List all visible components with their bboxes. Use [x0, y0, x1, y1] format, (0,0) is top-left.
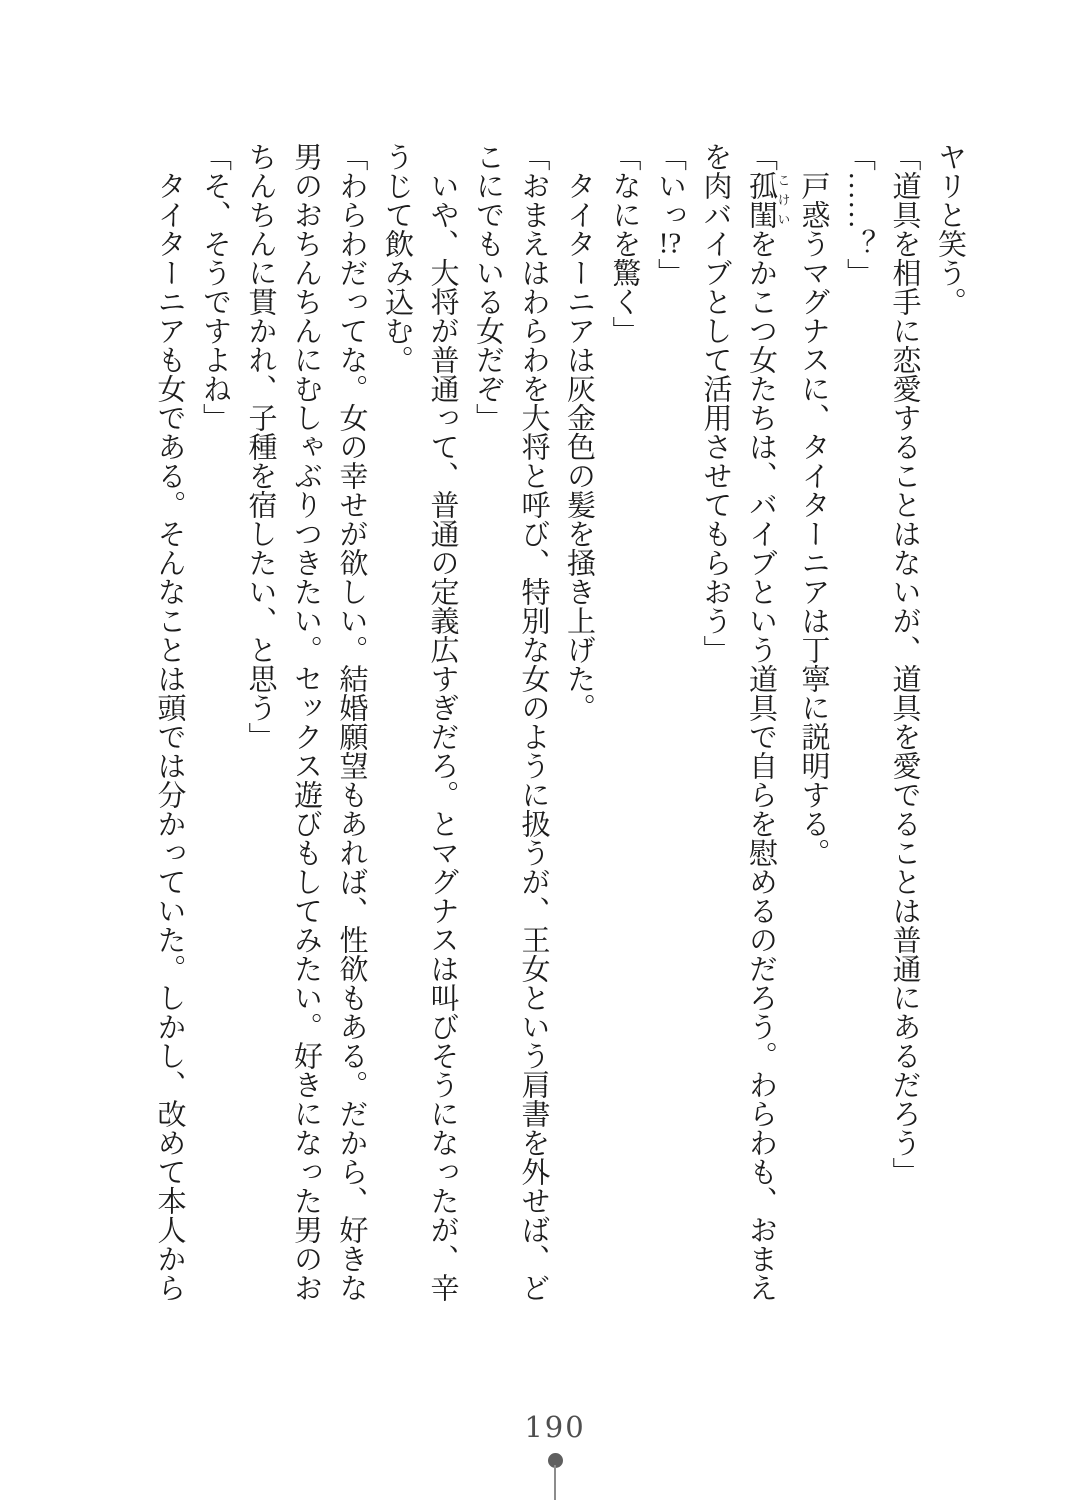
paragraph: 「わらわだってな。女の幸せが欲しい。結婚願望もあれば、性欲もある。だから、好きな男のおちんちんにむしゃぶりつきたい。セックス遊びもしてみたい。好きになった男のおちんちんに貫かれ、子種を宿したい、と思う」: [244, 142, 368, 1302]
paragraph: 「……？」: [843, 142, 875, 287]
paragraph: 「道具を相手に恋愛することはないが、道具を愛でることは普通にあるだろう」: [888, 142, 921, 1186]
paragraph: 「そ、そうですよね」: [199, 142, 231, 432]
paragraph: ヤリと笑う。: [934, 142, 966, 316]
paragraph: 「孤閨こけいをかこつ女たちは、バイブという道具で自らを慰めるのだろう。わらわも、おまえを肉バイブとして活用させてもらおう」: [699, 142, 791, 1302]
paragraph: いや、大将が普通って、普通の定義広すぎだろ。とマグナスは叫びそうになったが、辛うじて飲み込む。: [381, 142, 459, 1302]
paragraph: タイターニアも女である。そんなことは頭では分かっていた。しかし、改めて本人から: [153, 171, 186, 1302]
footer-line-ornament: [554, 1465, 556, 1500]
page-text: [148, 142, 972, 1314]
page-number: 190: [524, 1410, 586, 1444]
ruby-annotated-word: 孤閨こけい: [745, 171, 791, 229]
tate-chu-yoko: !?: [658, 229, 682, 258]
paragraph: 「いっ!?」: [654, 142, 686, 287]
paragraph: 「おまえはわらわを大将と呼び、特別な女のように扱うが、王女という肩書を外せば、どこにでもいる女だぞ」: [472, 142, 550, 1302]
paragraph: タイターニアは灰金色の髪を掻き上げた。: [563, 171, 595, 722]
paragraph: 戸惑うマグナスに、タイターニアは丁寧に説明する。: [797, 171, 830, 867]
paragraph: 「なにを驚く」: [608, 142, 641, 345]
